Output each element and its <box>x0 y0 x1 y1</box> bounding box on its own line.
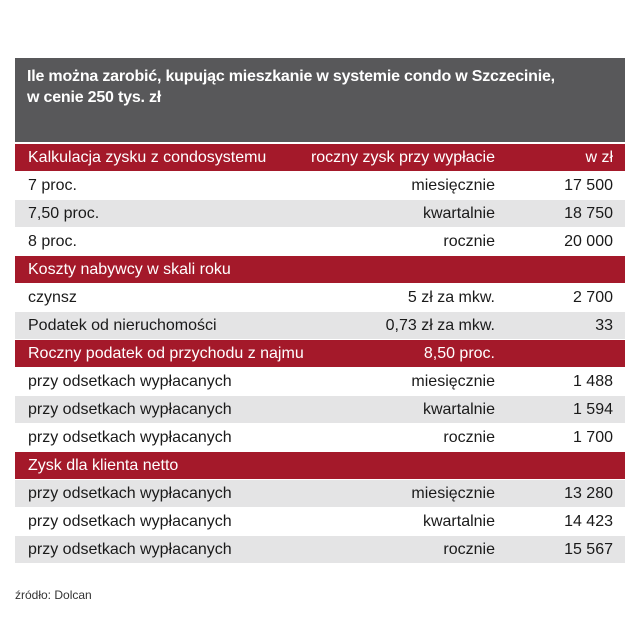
table-row <box>15 228 625 256</box>
cell-c3: 20 000 <box>564 233 613 250</box>
cell-c3: 18 750 <box>564 205 613 222</box>
data-table <box>15 144 625 564</box>
cell-c1: 7,50 proc. <box>28 205 100 222</box>
table-row <box>15 424 625 452</box>
table-row <box>15 200 625 228</box>
table-row <box>15 368 625 396</box>
section-header-row <box>15 256 625 284</box>
cell-c1: Zysk dla klienta netto <box>28 457 179 474</box>
table-row <box>15 172 625 200</box>
table-row <box>15 396 625 424</box>
cell-c1: przy odsetkach wypłacanych <box>28 541 232 558</box>
cell-c1: 7 proc. <box>28 177 77 194</box>
section-header-row <box>15 340 625 368</box>
cell-c1: Kalkulacja zysku z condosystemu <box>28 149 267 166</box>
section-header-row <box>15 452 625 480</box>
table-row <box>15 284 625 312</box>
cell-c3: w zł <box>585 149 613 166</box>
cell-c2: rocznie <box>443 429 495 446</box>
cell-c1: Koszty nabywcy w skali roku <box>28 261 231 278</box>
table-row <box>15 312 625 340</box>
cell-c2: rocznie <box>443 541 495 558</box>
cell-c3: 14 423 <box>564 513 613 530</box>
cell-c1: przy odsetkach wypłacanych <box>28 373 232 390</box>
cell-c3: 1 700 <box>572 429 613 446</box>
source-note: źródło: Dolcan <box>15 588 92 602</box>
cell-c3: 1 488 <box>572 373 613 390</box>
cell-c3: 15 567 <box>564 541 613 558</box>
cell-c2: kwartalnie <box>422 513 495 530</box>
cell-c2: roczny zysk przy wypłacie <box>310 149 495 166</box>
cell-c3: 17 500 <box>564 177 613 194</box>
cell-c3: 33 <box>595 317 613 334</box>
cell-c2: 5 zł za mkw. <box>407 289 495 306</box>
cell-c1: Podatek od nieruchomości <box>28 317 217 334</box>
cell-c1: przy odsetkach wypłacanych <box>28 429 232 446</box>
title-line-1: Ile można zarobić, kupując mieszkanie w systemie condo w Szczecinie, <box>27 68 555 85</box>
table-row <box>15 536 625 564</box>
title-box <box>15 58 625 142</box>
cell-c1: przy odsetkach wypłacanych <box>28 401 232 418</box>
cell-c1: Roczny podatek od przychodu z najmu <box>28 345 304 362</box>
cell-c1: czynsz <box>28 289 77 306</box>
title-line-2: w cenie 250 tys. zł <box>27 89 162 106</box>
cell-c3: 13 280 <box>564 485 613 502</box>
cell-c1: 8 proc. <box>28 233 77 250</box>
cell-c3: 1 594 <box>572 401 613 418</box>
cell-c2: 0,73 zł za mkw. <box>385 317 495 334</box>
section-header-row <box>15 144 625 172</box>
cell-c1: przy odsetkach wypłacanych <box>28 485 232 502</box>
cell-c2: 8,50 proc. <box>423 345 495 362</box>
cell-c2: miesięcznie <box>411 373 495 390</box>
cell-c2: miesięcznie <box>411 177 495 194</box>
table-row <box>15 508 625 536</box>
cell-c2: kwartalnie <box>422 401 495 418</box>
cell-c3: 2 700 <box>572 289 613 306</box>
table-row <box>15 480 625 508</box>
cell-c2: rocznie <box>443 233 495 250</box>
cell-c1: przy odsetkach wypłacanych <box>28 513 232 530</box>
cell-c2: kwartalnie <box>422 205 495 222</box>
cell-c2: miesięcznie <box>411 485 495 502</box>
